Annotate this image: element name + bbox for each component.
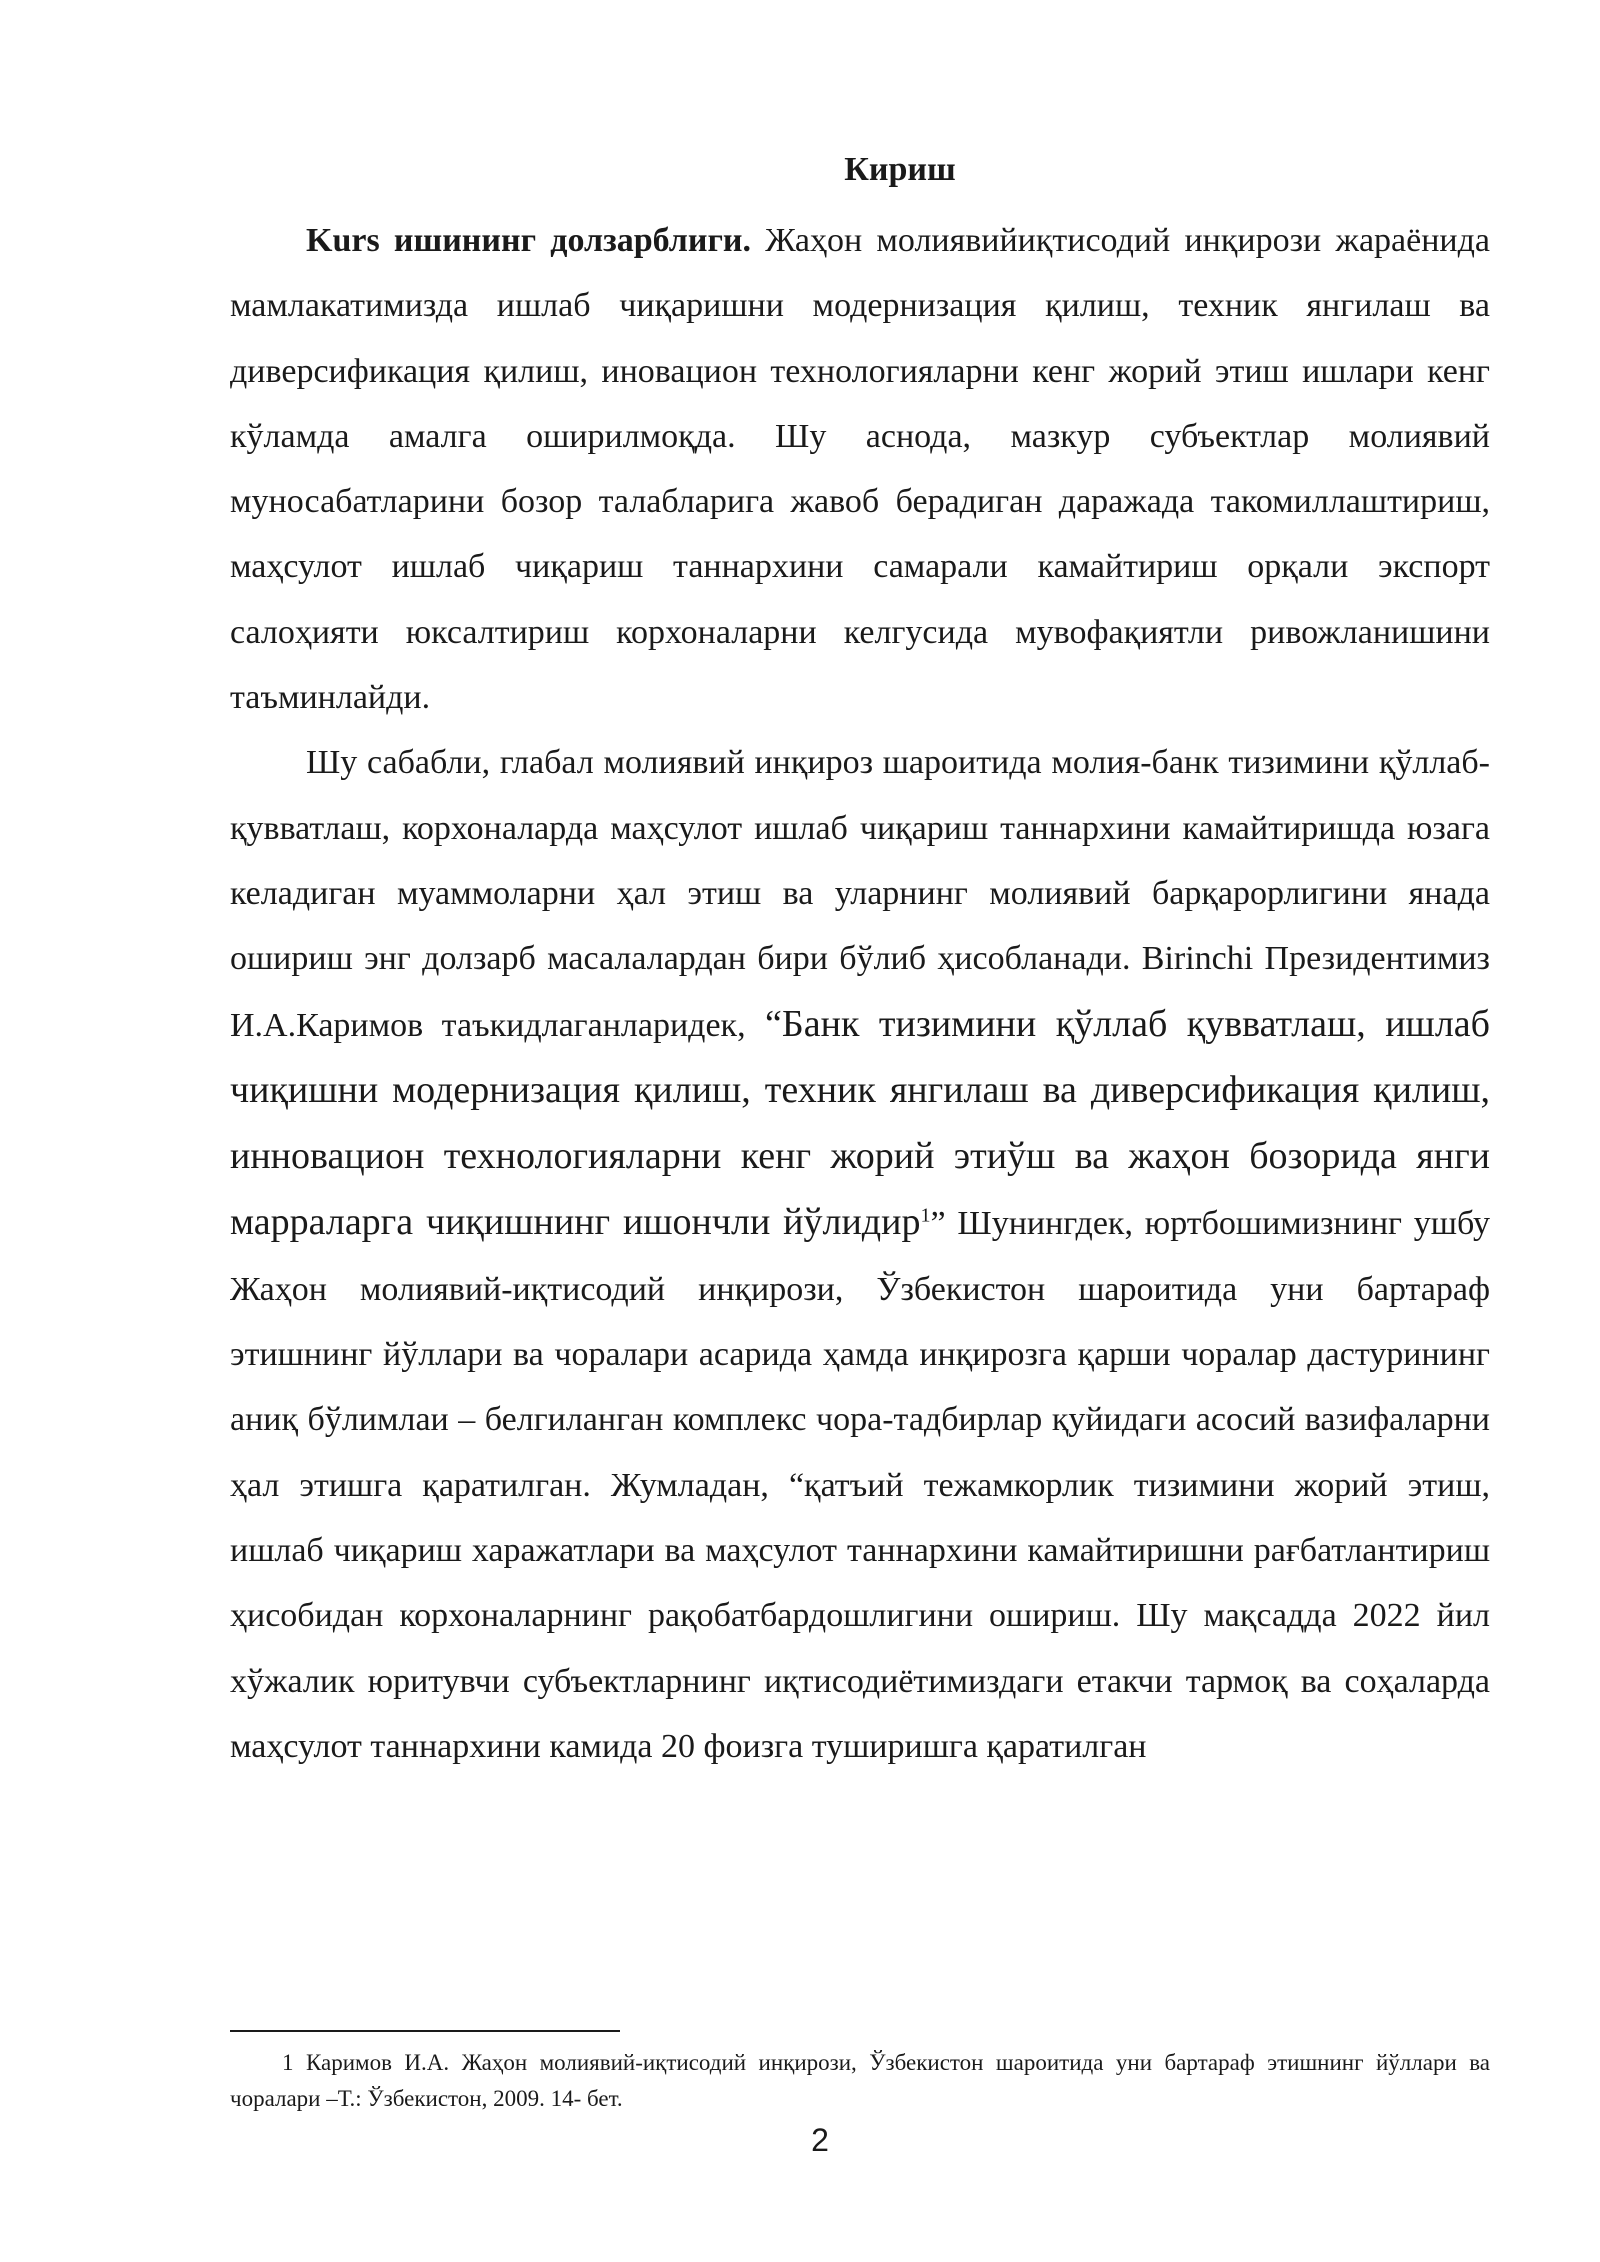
footnote: 1 Каримов И.А. Жаҳон молиявий-иқтисодий инқирози, Ўзбекистон шароитида уни бартараф этишнинг йўллари ва чоралари –Т.: Ўзбекистон, 2009. 14- бет. [230,2050,1490,2111]
section-heading: Кириш [844,151,956,188]
quotation: “Банк тизимини қўллаб қувватлаш, ишлаб чиқишни модернизация қилиш, техник янгилаш ва диверсификация қилиш, инновацион технологияларни кенг жорий этиўш ва жаҳон бозорида янги марраларга чиқишнинг ишончли йўлидир [230,1002,1490,1244]
footnote-separator [230,2030,620,2032]
paragraph-text: Шу сабабли, глабал молиявий инқироз шароитида молия-банк тизимини қўллаб-қувватлаш, корхоналарда маҳсулот ишлаб чиқариш таннархини камайтиришда юзага келадиган муаммоларни ҳал этиш ва уларнинг молиявий барқарорлигини янада ошириш энг долзарб масалалардан бири бўлиб ҳисобланади. Birinchi Президентимиз И.А.Каримов таъкидлаганларидек, [230,744,1490,1044]
paragraph-relevance [230,208,1490,730]
paragraph-reasons [230,730,1490,1779]
paragraph-text-continued: ” Шунингдек, юртбошимизнинг ушбу Жаҳон молиявий-иқтисодий инқирози, Ўзбекистон шароитида уни бартараф этишнинг йўллари ва чоралари асарида ҳамда инқирозга қарши чоралар дастурининг аниқ бўлимлаи – белгиланган комплекс чора-тадбирлар қуйидаги асосий вазифаларни ҳал этишга қаратилган. Жумладан, “қатъий тежамкорлик тизимини жорий этиш, ишлаб чиқариш харажатлари ва маҳсулот таннархини камайтиришни рағбатлантириш ҳисобидан корхоналарнинг рақобатбардошлигини ошириш. Шу мақсадда 2022 йил хўжалик юритувчи субъектларнинг иқтисодиётимиздаги етакчи тармоқ ва соҳаларда маҳсулот таннархини камида 20 фоизга туширишга қаратилган [230,1205,1490,1765]
paragraph-text: Жаҳон молиявийиқтисодий инқирози жараёнида мамлакатимизда ишлаб чиқаришни модернизация қилиш, техник янгилаш ва диверсификация қилиш, иновацион технологияларни кенг жорий этиш ишлари кенг кўламда амалга оширилмоқда. Шу аснода, мазкур субъектлар молиявий муносабатларини бозор талабларига жавоб берадиган даражада такомиллаштириш, маҳсулот ишлаб чиқариш таннархини самарали камайтириш орқали экспорт салоҳияти юксалтириш корхоналарни келгусида мувофақиятли ривожланишини таъминлайди. [230,222,1490,717]
body-text [230,208,1490,1779]
page-number: 2 [811,2122,829,2158]
paragraph-lead: Kurs ишининг долзарблиги. [306,222,751,259]
footnote-reference[interactable]: 1 [920,1205,931,1228]
